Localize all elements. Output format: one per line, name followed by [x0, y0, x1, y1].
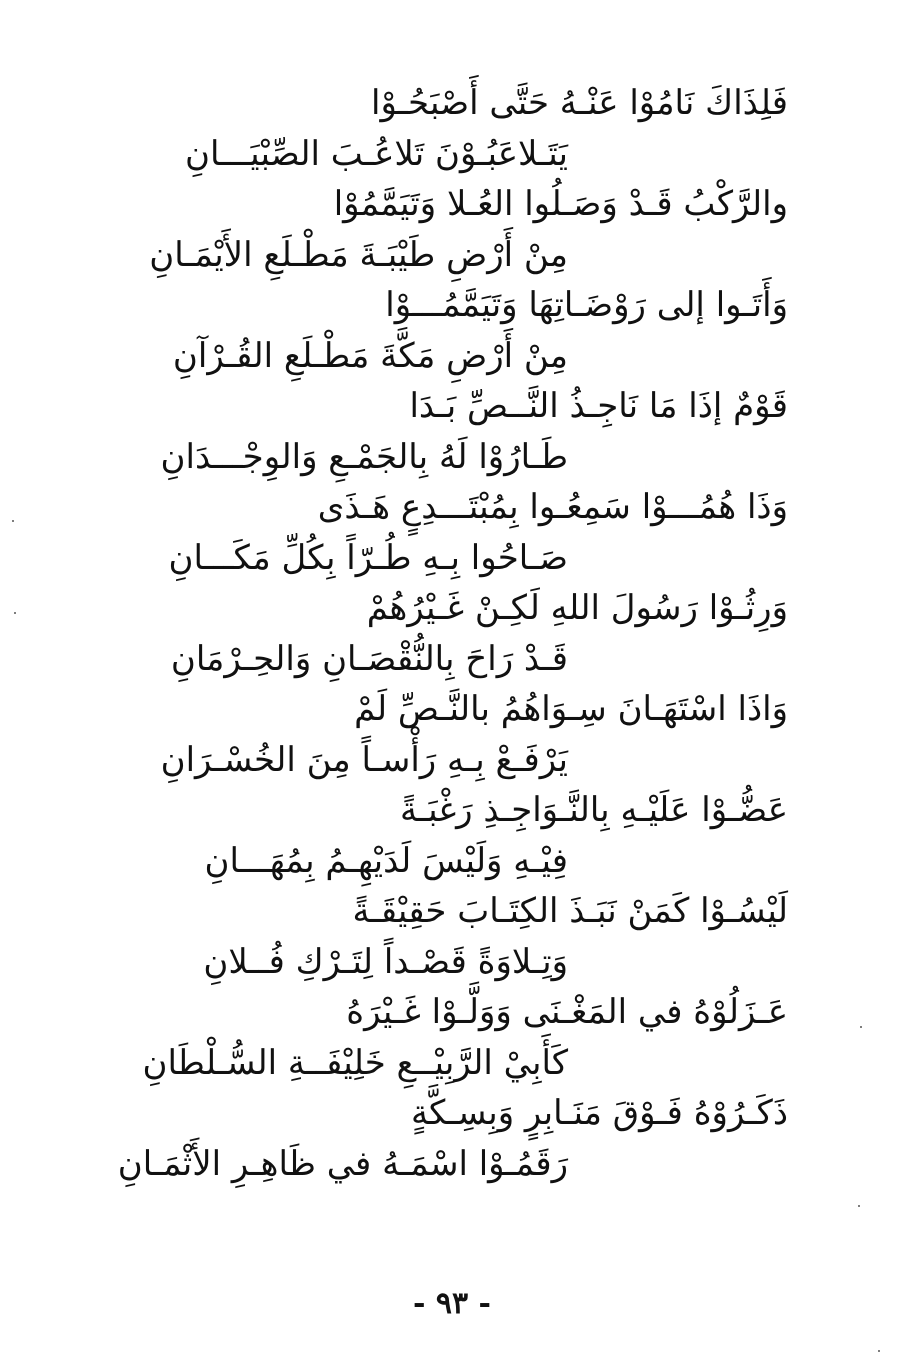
- verse-line: طَـارُوْا لَهُ بِالجَمْـعِ وَالوِجْـــدَانِ: [160, 436, 568, 477]
- verse-line: وَذَا هُمُـــوْا سَمِعُـوا بِمُبْتَـــدِعٍ هَـذَى: [317, 487, 788, 527]
- scan-speck: [14, 612, 16, 614]
- verse-line: والرَّكْبُ قَـدْ وَصَـلُوا العُـلا وَتَيَمَّمُوْا: [333, 184, 788, 224]
- verse-line: عَـزَلُوْهُ في المَغْـنَى وَوَلَّـوْا غَـيْرَهُ: [346, 992, 788, 1032]
- verse-line: لَيْسُـوْا كَمَنْ نَبَـذَ الكِتَـابَ حَقِيْقَـةً: [352, 891, 788, 931]
- verse-line: عَضُّـوْا عَلَيْـهِ بِالنَّـوَاجِـذِ رَغْبَـةً: [399, 790, 788, 830]
- scan-speck: [858, 1205, 860, 1207]
- scan-speck: [878, 1350, 880, 1352]
- verse-line: مِنْ أَرْضِ مَكَّةَ مَطْـلَعِ القُـرْآنِ: [172, 335, 568, 376]
- verse-line: قَوْمٌ إذَا مَا نَاجِـذُ النَّــصِّ بَـدَا: [409, 386, 788, 426]
- verse-line: كَأَبِيْ الرَّبِيْــعِ خَلِيْفَــةِ السُّـلْطَانِ: [142, 1042, 568, 1083]
- page-number: - ٩٣ -: [412, 1286, 492, 1321]
- verse-line: وَتِـلاوَةً قَصْـداً لِتَـرْكِ فُــلانِ: [203, 941, 568, 982]
- verse-line: فِيْـهِ وَلَيْسَ لَدَيْهِـمُ بِمُهَـــانِ: [204, 840, 568, 881]
- scan-speck: [860, 1026, 862, 1028]
- verse-line: وَرِثُـوْا رَسُولَ اللهِ لَكِـنْ غَـيْرُهُمْ: [366, 588, 788, 628]
- verse-line: مِنْ أَرْضِ طَيْبَـةَ مَطْـلَعِ الأَيْمَـانِ: [149, 234, 568, 275]
- poem-verses: [0, 78, 904, 1189]
- verse-line: يَرْفَـعْ بِـهِ رَأْسـاً مِنَ الخُسْـرَانِ: [160, 739, 568, 780]
- verse-line: وَأَتَـوا إلى رَوْضَـاتِهَا وَتَيَمَّمُـــوْا: [385, 285, 788, 325]
- scan-speck: [12, 520, 14, 522]
- verse-line: رَقَمُـوْا اسْمَـهُ في ظَاهِـرِ الأَثْمَـانِ: [117, 1143, 568, 1184]
- verse-line: وَاذَا اسْتَهَـانَ سِـوَاهُمُ بالنَّـصِّ لَمْ: [354, 689, 788, 729]
- verse-line: قَـدْ رَاحَ بِالنُّقْصَـانِ وَالحِـرْمَانِ: [170, 638, 568, 679]
- verse-line: ذَكَـرُوْهُ فَـوْقَ مَنَـابِرٍ وَبِسِـكَّةٍ: [410, 1093, 788, 1133]
- verse-line: فَلِذَاكَ نَامُوْا عَنْـهُ حَتَّى أَصْبَحُـوْا: [371, 83, 788, 123]
- verse-line: يَتَـلاعَبُـوْنَ تَلاعُـبَ الصِّبْيَـــانِ: [184, 133, 568, 174]
- verse-line: صَـاحُوا بِـهِ طُـرّاً بِكُلِّ مَكَـــانِ: [168, 537, 568, 578]
